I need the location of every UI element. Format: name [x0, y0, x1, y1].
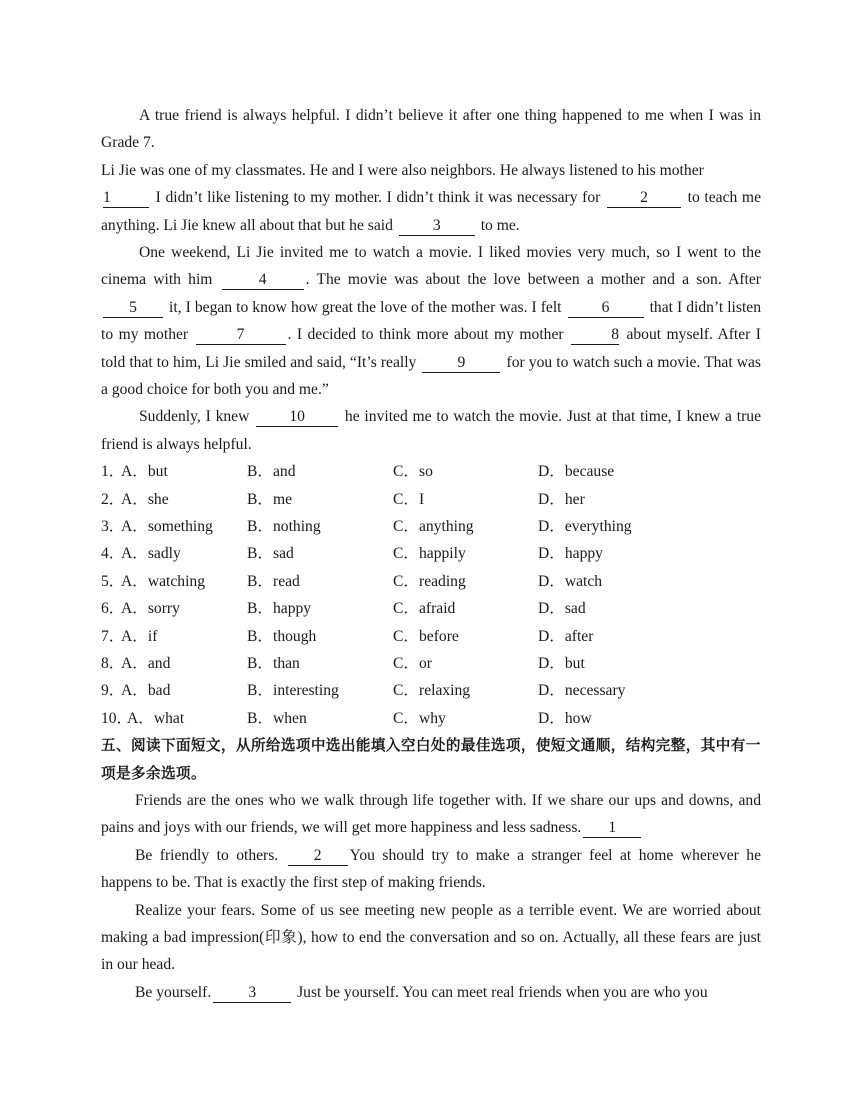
question-number: 6．	[101, 600, 125, 618]
option-d[interactable]: D．sad	[538, 600, 586, 618]
blank-5[interactable]: 5	[103, 298, 163, 318]
option-b[interactable]: B．and	[247, 463, 296, 481]
option-row	[101, 677, 761, 704]
text: . The movie was about the love between a mother and a son. After	[305, 271, 762, 289]
blank-2[interactable]: 2	[607, 188, 681, 208]
blank-4[interactable]: 4	[222, 270, 304, 290]
option-b[interactable]: B．sad	[247, 545, 294, 563]
question-number: 9．	[101, 682, 125, 700]
option-a[interactable]: A．she	[121, 490, 169, 508]
blank-7[interactable]: 7	[196, 325, 286, 345]
blank-1[interactable]: 1	[103, 188, 149, 208]
option-d[interactable]: D．everything	[538, 518, 632, 536]
option-b[interactable]: B．read	[247, 572, 300, 590]
question-number: 1．	[101, 463, 125, 481]
passage1-paragraph1: A true friend is always helpful. I didn’t believe it after one thing happened to me when I was in Grade 7.	[101, 107, 761, 152]
option-d[interactable]: D．watch	[538, 572, 603, 590]
blank-s1[interactable]: 1	[583, 818, 641, 838]
text: to teach me anything. Li Jie knew all about that but he said	[101, 189, 761, 234]
question-number: 7．	[101, 627, 125, 645]
text: Friends are the ones who we walk through life together with. If we share our ups and downs, and pains and joys with our friends, we will get more happiness and less sadness.	[101, 792, 761, 837]
question-number: 4．	[101, 545, 125, 563]
question-number: 5．	[101, 572, 125, 590]
text: that I didn’t listen to my mother	[101, 298, 762, 344]
option-c[interactable]: C．before	[393, 627, 459, 645]
option-c[interactable]: C．why	[393, 709, 446, 727]
option-d[interactable]: D．but	[538, 655, 585, 673]
option-a[interactable]: A．but	[121, 463, 168, 481]
text: You should try to make a stranger feel at home wherever he happens to be. That is exactly the first step of making friends.	[101, 846, 761, 892]
option-c[interactable]: C．reading	[393, 572, 466, 590]
text: . I decided to think more about my mother	[287, 326, 570, 344]
passage2-paragraph2	[101, 842, 761, 897]
passage1-paragraph3	[101, 239, 761, 403]
option-c[interactable]: C．I	[393, 490, 425, 508]
option-c[interactable]: C．so	[393, 463, 433, 481]
option-b[interactable]: B．when	[247, 709, 307, 727]
option-row	[101, 595, 761, 622]
passage2-paragraph1	[101, 787, 761, 842]
worksheet-page	[101, 102, 761, 1006]
option-row	[101, 513, 761, 540]
text: Suddenly, I knew	[139, 408, 255, 426]
option-row	[101, 705, 761, 732]
blank-s2[interactable]: 2	[288, 846, 348, 866]
text: he invited me to watch the movie. Just at that time, I knew a true friend is always helpful.	[101, 408, 761, 453]
question-number: 2．	[101, 490, 125, 508]
option-a[interactable]: A．watching	[121, 572, 206, 590]
question-number: 3．	[101, 518, 125, 536]
question-number: 8．	[101, 655, 125, 673]
options-list	[101, 458, 761, 732]
option-b[interactable]: B．me	[247, 490, 293, 508]
blank-9[interactable]: 9	[422, 353, 500, 373]
question-number: 10．	[101, 709, 133, 727]
option-row	[101, 650, 761, 677]
section-heading: 五、阅读下面短文，从所给选项中选出能填入空白处的最佳选项，使短文通顺，结构完整，其中有一项是多余选项。	[101, 737, 761, 782]
option-row	[101, 568, 761, 595]
option-a[interactable]: A．if	[121, 627, 158, 645]
option-row	[101, 486, 761, 513]
option-c[interactable]: C．anything	[393, 518, 474, 536]
option-b[interactable]: B．interesting	[247, 682, 339, 700]
option-d[interactable]: D．happy	[538, 545, 603, 563]
option-b[interactable]: B．though	[247, 627, 317, 645]
passage2-paragraph3: Realize your fears. Some of us see meeting new people as a terrible event. We are worried about making a bad impression(印象), how to end the conversation and so on. Actually, all these fears are just in our head.	[101, 901, 761, 974]
option-b[interactable]: B．happy	[247, 600, 312, 618]
text: I didn’t like listening to my mother. I didn’t think it was necessary for	[151, 189, 605, 207]
passage1-paragraph4	[101, 403, 761, 458]
option-c[interactable]: C．or	[393, 655, 432, 673]
option-a[interactable]: A．sorry	[121, 600, 180, 618]
text: Just be yourself. You can meet real friends when you are who you	[293, 983, 708, 1001]
option-a[interactable]: A．and	[121, 655, 171, 673]
text: Be yourself.	[135, 983, 212, 1001]
option-d[interactable]: D．how	[538, 709, 592, 727]
text: about myself. After I told that to him, Li Jie smiled and said, “It’s really	[101, 326, 761, 371]
text: it, I began to know how great the love of the mother was. I felt	[165, 298, 566, 316]
option-c[interactable]: C．relaxing	[393, 682, 471, 700]
option-d[interactable]: D．after	[538, 627, 594, 645]
text: Be friendly to others.	[135, 846, 286, 864]
option-row	[101, 540, 761, 567]
option-d[interactable]: D．necessary	[538, 682, 626, 700]
blank-10[interactable]: 10	[256, 407, 338, 427]
text: One weekend, Li Jie invited me to watch a movie. I liked movies very much, so I went to the cinema with him	[101, 244, 761, 289]
option-a[interactable]: A．something	[121, 518, 213, 536]
text: Li Jie was one of my classmates. He and I were also neighbors. He always listened to his mother	[101, 161, 704, 179]
option-a[interactable]: A．sadly	[121, 545, 181, 563]
passage1-paragraph2	[101, 157, 761, 239]
option-b[interactable]: B．than	[247, 655, 300, 673]
option-c[interactable]: C．afraid	[393, 600, 456, 618]
blank-3[interactable]: 3	[399, 216, 475, 236]
option-a[interactable]: A．what	[127, 709, 185, 727]
blank-8[interactable]: 8	[571, 325, 619, 345]
blank-s3[interactable]: 3	[213, 983, 291, 1003]
blank-6[interactable]: 6	[568, 298, 644, 318]
option-b[interactable]: B．nothing	[247, 518, 321, 536]
option-d[interactable]: D．her	[538, 490, 585, 508]
passage2-paragraph4	[101, 979, 761, 1006]
option-c[interactable]: C．happily	[393, 545, 466, 563]
option-row	[101, 458, 761, 485]
option-d[interactable]: D．because	[538, 463, 615, 481]
text: to me.	[476, 216, 520, 234]
option-a[interactable]: A．bad	[121, 682, 171, 700]
option-row	[101, 623, 761, 650]
text: for you to watch such a movie. That was a good choice for both you and me.”	[101, 353, 762, 399]
